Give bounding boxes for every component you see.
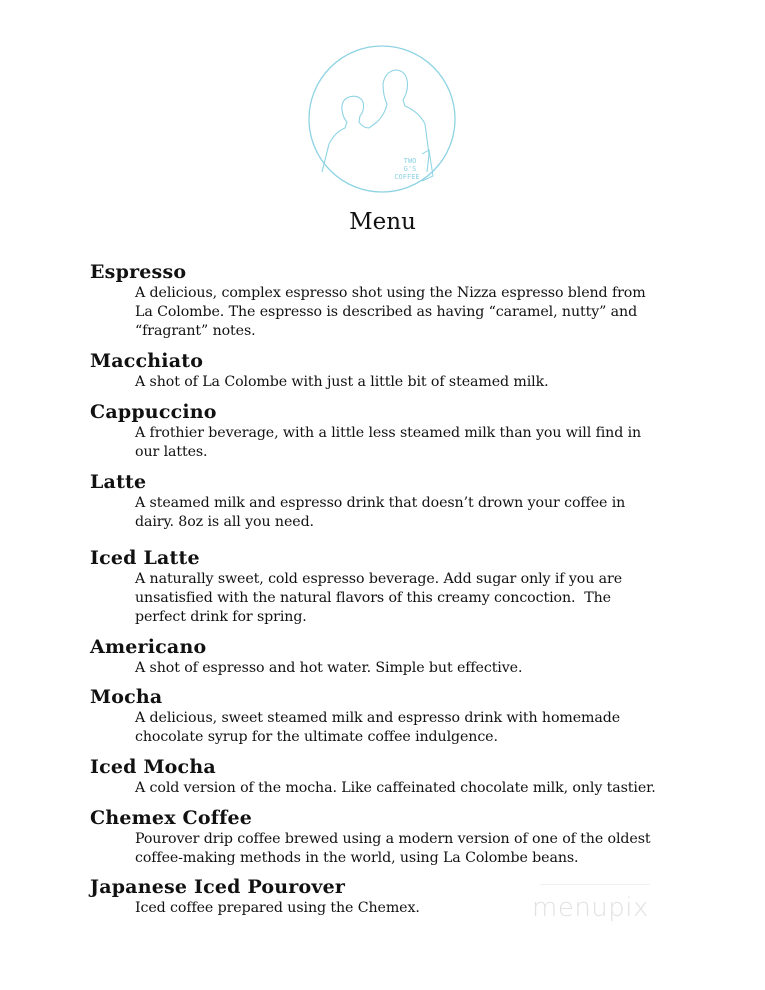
menu-item-description [135, 830, 695, 868]
menu-item [90, 635, 730, 678]
menu-item-name: Cappuccino [90, 401, 217, 423]
watermark-rule [540, 884, 650, 885]
description-line: perfect drink for spring. [135, 609, 307, 625]
menu-item-name: Espresso [90, 261, 187, 283]
description-line: dairy. 8oz is all you need. [135, 514, 314, 530]
menu-item [90, 470, 730, 532]
menu-item-name: Chemex Coffee [90, 807, 253, 829]
description-line: A steamed milk and espresso drink that doesn’t drown your coffee in [135, 495, 626, 511]
description-line: Iced coffee prepared using the Chemex. [135, 900, 420, 916]
menu-item-description [135, 570, 695, 627]
menu-item [90, 260, 730, 341]
menu-item-description [135, 709, 695, 747]
description-line: A naturally sweet, cold espresso beverage. Add sugar only if you are [135, 571, 623, 587]
menu-item-description [135, 494, 695, 532]
menu-item-description [135, 659, 695, 678]
menu-item-name: Iced Latte [90, 547, 200, 569]
description-line: A cold version of the mocha. Like caffeinated chocolate milk, only tastier. [135, 780, 656, 796]
menu-item-description [135, 284, 695, 341]
menu-item-description [135, 424, 695, 462]
menu-item [90, 685, 730, 747]
logo-text-line-3: COFFEE [394, 173, 420, 181]
menu-item-name: Macchiato [90, 350, 204, 372]
description-line: La Colombe. The espresso is described as having “caramel, nutty” and [135, 304, 638, 320]
menu-item-name: Iced Mocha [90, 756, 216, 778]
menu-item-description [135, 373, 695, 392]
description-line: A shot of espresso and hot water. Simple but effective. [135, 660, 523, 676]
menu-item [90, 755, 730, 798]
description-line: A frothier beverage, with a little less steamed milk than you will find in [135, 425, 642, 441]
logo-text-line-2: G'S [403, 165, 417, 173]
description-line: chocolate syrup for the ultimate coffee indulgence. [135, 729, 498, 745]
description-line: unsatisfied with the natural flavors of this creamy concoction. The [135, 590, 611, 606]
description-line: our lattes. [135, 444, 208, 460]
menu-item [90, 806, 730, 868]
menu-item-name: Americano [90, 636, 207, 658]
menu-item [90, 400, 730, 462]
menu-item-description [135, 779, 695, 798]
page-title: Menu [349, 209, 416, 235]
logo-text-line-1: TWO [403, 157, 417, 165]
description-line: A delicious, sweet steamed milk and espresso drink with homemade [135, 710, 621, 726]
menu-item-name: Mocha [90, 686, 163, 708]
description-line: Pourover drip coffee brewed using a modern version of one of the oldest [135, 831, 651, 847]
menu-item [90, 546, 730, 627]
watermark: menupix [532, 893, 649, 923]
two-gs-coffee-logo [307, 44, 457, 194]
description-line: “fragrant” notes. [135, 323, 256, 339]
menu-item [90, 349, 730, 392]
description-line: coffee-making methods in the world, using La Colombe beans. [135, 850, 579, 866]
menu-item-name: Japanese Iced Pourover [90, 876, 346, 898]
description-line: A delicious, complex espresso shot using the Nizza espresso blend from [135, 285, 646, 301]
description-line: A shot of La Colombe with just a little bit of steamed milk. [135, 374, 549, 390]
menu-item-name: Latte [90, 471, 147, 493]
